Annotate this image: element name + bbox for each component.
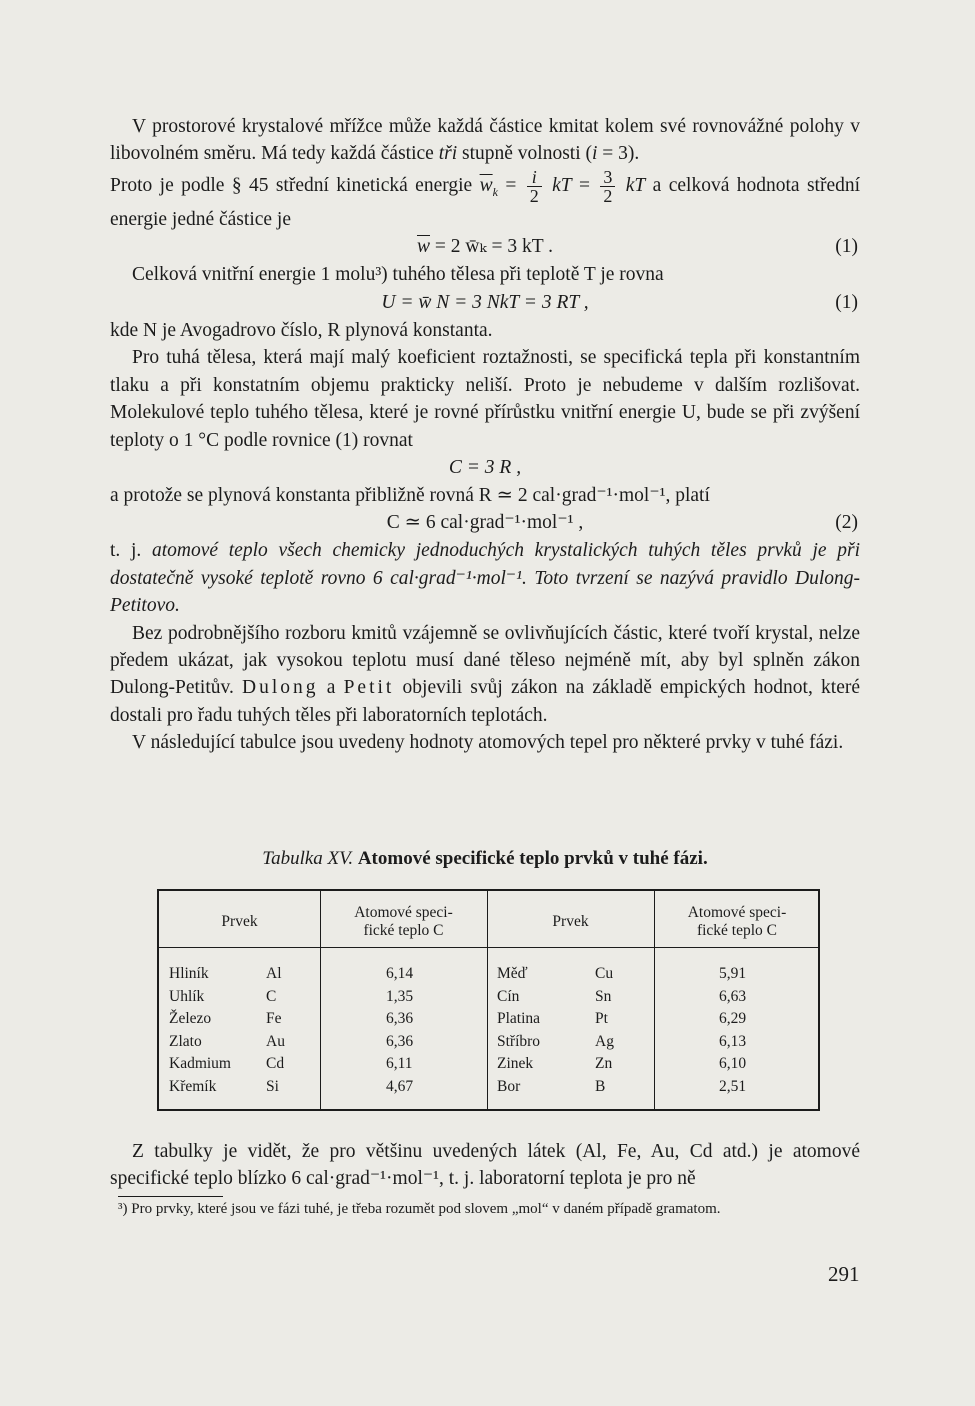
table-cell-sym: Au xyxy=(266,1032,285,1050)
footnote: ³) Pro prvky, které jsou ve fázi tuhé, je třeba rozumět pod slovem „mol“ v daném případě gramatom. xyxy=(118,1201,721,1217)
paragraph: a protože se plynová konstanta přibližně rovná R ≃ 2 cal·grad⁻¹·mol⁻¹, platí xyxy=(110,484,710,506)
table-cell-name: Železo xyxy=(169,1010,212,1027)
paragraph: Bez podrobnějšího rozboru kmitů vzájemně se ovlivňujících částic, které tvoří krystal, nelze předem ukázat, jak vysokou teplotu musí dané těleso nejméně mít, aby byl splněn zákon Dulong-Petitův. Dulong a Petit objevili svůj zákon na základě empických hodnot, které dostali pro řadu tuhých těles při laboratorních teplotách. xyxy=(110,622,860,726)
table-cell-val: 6,63 xyxy=(719,987,747,1005)
equation-3: C = 3 R , xyxy=(448,456,522,478)
paragraph: Z tabulky je vidět, že pro většinu uvedených látek (Al, Fe, Au, Cd atd.) je atomové specifické teplo blízko 6 cal·grad⁻¹·mol⁻¹, t. j. laboratorní teplota je pro ně xyxy=(110,1141,860,1190)
table-cell-val: 1,35 xyxy=(386,987,414,1005)
header-teplo: Atomové speci- fické teplo C xyxy=(687,904,787,939)
table-cell-name: Stříbro xyxy=(497,1032,541,1050)
table-cell-val: 6,29 xyxy=(719,1010,747,1027)
header-prvek: Prvek xyxy=(221,913,258,930)
table-cell-sym: Cu xyxy=(595,965,614,982)
table-cell-val: 6,14 xyxy=(386,965,414,982)
paragraph: t. j. atomové teplo všech chemicky jednoduchých krystalických tuhých těles prvků je při dostatečně vysoké teplotě rovno 6 cal·grad⁻¹·mol⁻¹. Toto tvrzení se nazývá pravidlo Dulong-Petitovo. xyxy=(110,540,860,617)
table-cell-sym: Pt xyxy=(595,1010,608,1027)
table-cell-name: Platina xyxy=(497,1010,541,1027)
table-cell-name: Zinek xyxy=(497,1055,534,1072)
paragraph: kde N je Avogadrovo číslo, R plynová konstanta. xyxy=(110,319,493,341)
table-cell-val: 6,11 xyxy=(386,1055,413,1072)
fraction: $\frac{3}{2}$ xyxy=(600,168,615,205)
table-cell-sym: Zn xyxy=(595,1055,613,1072)
header-prvek: Prvek xyxy=(552,913,589,930)
data-table xyxy=(157,889,820,1111)
table-cell-val: 6,36 xyxy=(386,1032,414,1050)
table-cell-name: Křemík xyxy=(169,1077,217,1095)
table-cell-val: 6,36 xyxy=(386,1010,414,1027)
table-cell-name: Cín xyxy=(497,987,520,1005)
table-cell-name: Bor xyxy=(497,1077,521,1095)
table-cell-sym: B xyxy=(595,1077,606,1095)
equation-4: C ≃ 6 cal·grad⁻¹·mol⁻¹ , (2) xyxy=(386,512,858,534)
table-cell-val: 5,91 xyxy=(719,965,747,982)
table-cell-val: 6,10 xyxy=(719,1055,747,1072)
table-cell-val: 6,13 xyxy=(719,1032,747,1050)
table-cell-sym: Si xyxy=(266,1077,279,1095)
table-cell-val: 2,51 xyxy=(719,1077,747,1095)
table-cell-sym: Cd xyxy=(266,1055,285,1072)
paragraph: Pro tuhá tělesa, která mají malý koeficient roztažnosti, se specifická tepla při konstantním tlaku a při konstatním objemu prakticky neliší. Proto je nebudeme v dalším rozlišovat. Molekulové teplo tuhého tělesa, které je rovné přírůstku vnitřní energie U, bude se při zvýšení teploty o 1 °C podle rovnice (1) rovnat xyxy=(110,347,860,451)
table-cell-name: Měď xyxy=(497,965,528,982)
paragraph: Celková vnitřní energie 1 molu³) tuhého tělesa při teplotě T je rovna xyxy=(132,264,664,286)
fraction: $\frac{i}{2}$ xyxy=(527,168,542,205)
page-number: 291 xyxy=(828,1262,860,1286)
table-cell-name: Hliník xyxy=(169,965,209,982)
body-text xyxy=(110,113,860,757)
header-teplo: Atomové speci- fické teplo C xyxy=(354,904,453,939)
table-cell-name: Uhlík xyxy=(169,987,205,1005)
table-cell-val: 4,67 xyxy=(386,1077,414,1095)
table-cell-sym: Al xyxy=(266,965,282,982)
body-text xyxy=(110,1138,860,1193)
table-caption: Tabulka XV. Atomové specifické teplo prvků v tuhé fázi. xyxy=(262,848,708,869)
table-cell-name: Kadmium xyxy=(169,1055,231,1072)
footnote-rule xyxy=(118,1196,223,1197)
equation-2: U = w̄ N = 3 NkT = 3 RT , (1) xyxy=(381,291,858,313)
equation-1: $\overline{w} = 2$ w̄ₖ = 3 kT . (1) xyxy=(416,236,858,258)
table-cell-sym: Fe xyxy=(266,1010,282,1027)
paragraph: V následující tabulce jsou uvedeny hodnoty atomových tepel pro některé prvky v tuhé fázi. xyxy=(132,732,844,754)
table-cell-sym: Sn xyxy=(595,987,612,1005)
table-cell-sym: C xyxy=(266,987,277,1005)
table-cell-name: Zlato xyxy=(169,1032,202,1050)
table-cell-sym: Ag xyxy=(595,1032,614,1050)
paragraph: V prostorové krystalové mřížce může každá částice kmitat kolem své rovnovážné polohy v libovolném směru. Má tedy každá částice tři stupně volnosti (i = 3). xyxy=(110,116,860,165)
paragraph: Proto je podle § 45 střední kinetická energie $\overline{w}_k$ = $\frac{i}{2}$ kT = $\frac{3}{2}$ kT a celková hodnota střední energie jedné částice je xyxy=(110,166,861,231)
